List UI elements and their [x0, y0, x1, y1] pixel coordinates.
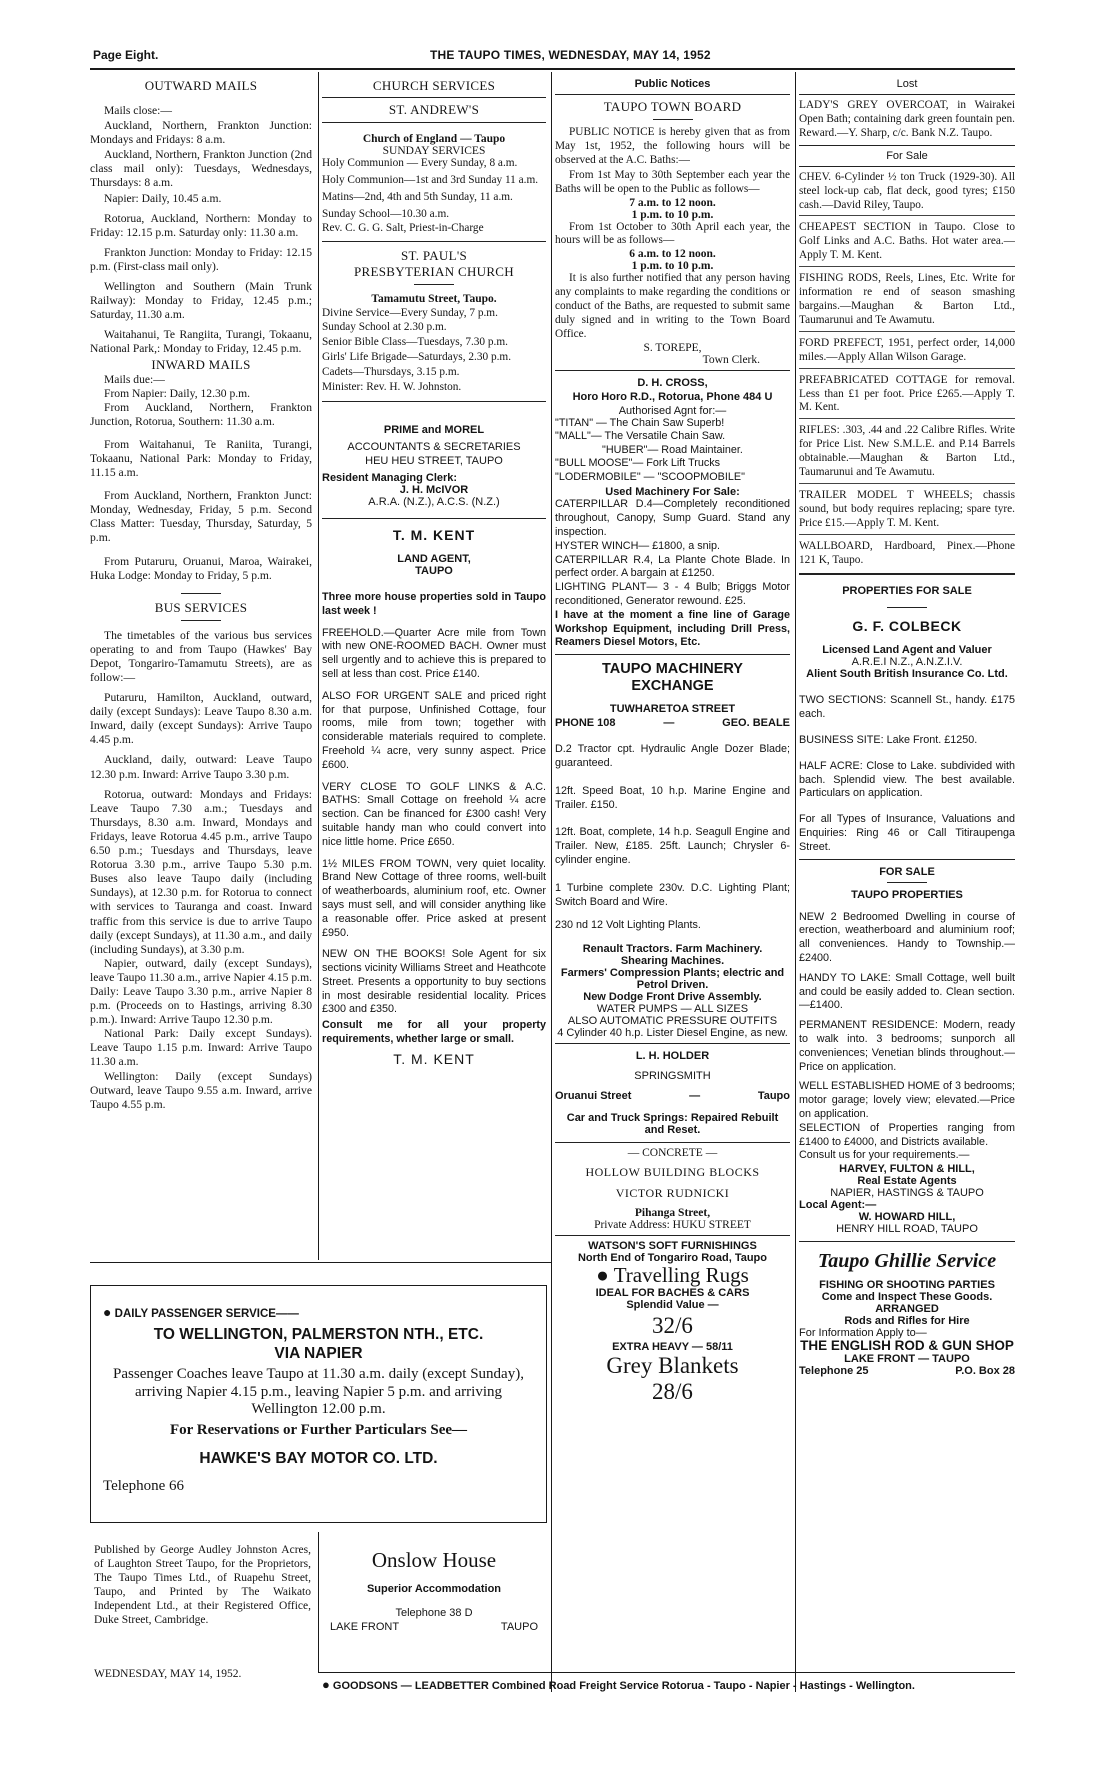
bus-line: Auckland, daily, outward: Leave Taupo 12.30 p.m. Inward: Arrive Taupo 3.30 p.m. — [90, 753, 312, 781]
kent-intro: Three more house properties sold in Taupo last week ! — [322, 590, 546, 617]
inward-mails-title: INWARD MAILS — [151, 356, 251, 372]
tme-street: TUWHARETOA STREET — [609, 703, 736, 716]
cross-agent: "HUBER"— Road Maintainer. — [602, 443, 743, 456]
goodsons-line: GOODSONS — LEADBETTER Combined Road Freight Service Rotorua - Taupo - Napier - Hastings - Wellington. — [332, 1680, 915, 1692]
board-hours: 1 p.m. to 10 p.m. — [631, 208, 714, 221]
ghillie-line: FISHING OR SHOOTING PARTIES — [819, 1279, 995, 1292]
rugs-row — [555, 1264, 790, 1287]
bus-line: National Park: Daily except Sundays). Leave Taupo 1.15 p.m. Inward: Arrive Taupo 11.30 a.m. — [90, 1027, 312, 1069]
cross-authorised: Authorised Agnt for:— — [618, 404, 727, 417]
tme-phone-row — [555, 717, 790, 729]
kent-ad: VERY CLOSE TO GOLF LINKS & A.C. BATHS: Small Cottage on freehold ¼ acre section. Can be financed for £300 cash! Very suitable handy man who could convert into nice little home. Price £650. — [322, 780, 546, 848]
column-notices — [555, 78, 790, 1692]
cross-agent: "TITAN" — The Chain Saw Superb! — [555, 416, 725, 429]
colbeck-ad: For all Types of Insurance, Valuations and Enquiries: Ring 46 or Call Titiraupenga Street. — [799, 813, 1015, 853]
holder-role: SPRINGSMITH — [634, 1070, 711, 1083]
tme-renault: Renault Tractors. Farm Machinery. Shearing Machines. — [582, 943, 763, 968]
ghillie-title: Taupo Ghillie Service — [817, 1250, 997, 1273]
published-by: Published by George Audley Johnston Acres, of Laughton Street Taupo, for the Proprietors, The Taupo Times Ltd., of Ruapehu Street, Taupo, and Printed by The Waikato Independent Ltd., at their Registered Office, Duke Street, Cambridge. — [94, 1544, 311, 1626]
footer-date: WEDNESDAY, MAY 14, 1952. — [94, 1668, 242, 1680]
cross-agent: "BULL MOOSE"— Fork Lift Trucks — [555, 457, 721, 470]
po-box: P.O. Box 28 — [955, 1365, 1015, 1378]
contact-row — [799, 1365, 1015, 1377]
board-hours: 6 a.m. to 12 noon. — [629, 248, 716, 261]
hill-address: HENRY HILL ROAD, TAUPO — [836, 1223, 978, 1236]
mail-line: Rotorua, Auckland, Northern: Monday to Friday: 12.15 p.m. Saturday only: 11.30 a.m. — [90, 211, 312, 239]
tamamutu-street: Tamamutu Street, Taupo. — [371, 292, 497, 305]
column-classifieds — [799, 78, 1015, 1692]
divider — [799, 1241, 1015, 1242]
st-pauls-title: ST. PAUL'S PRESBYTERIAN CHURCH — [354, 247, 514, 279]
harvey-ad: NEW 2 Bedroomed Dwelling in course of erection, weatherboard and aluminium roof; all conveniences. Handy to Township.—£2400. — [799, 910, 1015, 965]
classified-ad: FISHING RODS, Reels, Lines, Etc. Write for information re end of season smashing bargains.—Maughan & Barton Ltd., Taumarunui and Te Awamutu. — [799, 272, 1015, 332]
board-hours: 1 p.m. to 10 p.m. — [631, 260, 714, 273]
classified-ad: FORD PREFECT, 1951, perfect order, 14,000 miles.—Apply Allan Wilson Garage. — [799, 337, 1015, 369]
bullet-icon: ● — [322, 1677, 330, 1692]
board-text: PUBLIC NOTICE is hereby given that as from May 1st, 1952, the following hours will be observed at the A.C. Baths:— — [555, 126, 790, 166]
bus-line: Wellington: Daily (except Sundays) Outward, leave Taupo 9.55 a.m. Inward, arrive Taupo 4.55 p.m. — [90, 1069, 312, 1111]
ghillie-line: ARRANGED — [875, 1303, 939, 1316]
divider — [555, 1043, 790, 1044]
divider — [799, 94, 1015, 95]
colbeck-quals: A.R.E.I N.Z., A.N.Z.I.V. — [851, 656, 963, 669]
taupo-properties: TAUPO PROPERTIES — [851, 888, 963, 901]
board-sign: S. TOREPE, — [643, 341, 702, 354]
divider — [322, 97, 546, 98]
colbeck-ad: BUSINESS SITE: Lake Front. £1250. — [799, 734, 978, 747]
board-hours: 7 a.m. to 12 noon. — [629, 196, 716, 209]
kent-sign: T. M. KENT — [393, 1050, 475, 1067]
classified-ad: RIFLES: .303, .44 and .22 Calibre Rifles. Write for Price List. New S.M.L.E. and P.14 Barrels obtainable.—Maughan & Barton Ltd., Taumarunui and Te Awamutu. — [799, 424, 1015, 484]
pihanga-street: Pihanga Street, — [634, 1207, 711, 1220]
service-line: Sunday School—10.30 a.m. — [322, 207, 450, 220]
prime-line: HEU HEU STREET, TAUPO — [365, 454, 503, 467]
hill-name: W. HOWARD HILL, — [858, 1211, 956, 1224]
cross-agent: "MALL"— The Versatile Chain Saw. — [555, 430, 726, 443]
divider — [181, 620, 221, 621]
bullet-icon: ● — [596, 1263, 609, 1288]
cross-item: CATERPILLAR R.4, La Plante Chote Blade. In perfect order. A bargain at £1250. — [555, 553, 790, 580]
lost-label: Lost — [896, 78, 918, 90]
coaches-text: Passenger Coaches leave Taupo at 11.30 a.m. daily (except Sunday), arriving Napier 4.15 p.m., leaving Napier 5 p.m. and arriving Wellington 12.00 p.m. — [113, 1366, 524, 1417]
divider — [181, 593, 221, 594]
english-rod: THE ENGLISH ROD & GUN SHOP — [800, 1338, 1014, 1354]
via-napier: VIA NAPIER — [274, 1345, 363, 1362]
extra-heavy: EXTRA HEAVY — 58/11 — [612, 1341, 733, 1354]
private-address: Private Address: HUKU STREET — [594, 1219, 751, 1232]
divider — [555, 1235, 790, 1236]
daily-service: DAILY PASSENGER SERVICE—— — [114, 1308, 299, 1320]
service-line: Girls' Life Brigade—Saturdays, 2.30 p.m. — [322, 351, 512, 364]
lost-text: LADY'S GREY OVERCOAT, in Wairakei Open Bath; containing dark green fountain pen. Reward.—Y. Sharp, c/c. Bank N.Z. Taupo. — [799, 99, 1015, 139]
grey-blankets: Grey Blankets — [606, 1353, 739, 1379]
tme-owner: GEO. BEALE — [722, 717, 790, 730]
tme-farmers: Farmers' Compression Plants; electric and Petrol Driven. — [560, 967, 785, 992]
church-of-england: Church of England — Taupo — [362, 133, 506, 145]
tme-title: TAUPO MACHINERY EXCHANGE — [602, 661, 743, 695]
onslow-house-ad — [322, 1540, 546, 1670]
goodsons-row — [322, 1677, 915, 1692]
bus-line: Rotorua, outward: Mondays and Fridays: Leave Taupo 7.30 a.m.; Tuesdays and Thursdays, 8.30 a.m. Inward, Mondays and Fridays, leave Rotorua 4.45 p.m., arrive Taupo 6.50 p.m.; Tuesdays and Thursdays, leave Rotorua 3.30 p.m., arrive Taupo 5.30 p.m. Buses also leave Taupo daily (including Sundays), at 12.30 p.m. for Rotorua to connect with services to Tauranga and coast. Inward traffic from this service is due to arrive Taupo daily (except Sundays), at 11.30 a.m., and daily (including Sundays), at 3.30 p.m. — [90, 787, 312, 956]
ghillie-line: Come and Inspect These Goods. — [821, 1291, 993, 1304]
sunday-services: SUNDAY SERVICES — [382, 145, 486, 157]
ghillie-info: For Information Apply to— — [799, 1327, 927, 1340]
mail-line: From Napier: Daily, 12.30 p.m. — [104, 386, 251, 400]
mail-line: From Waitahanui, Te Raniita, Turangi, Tokaanu, National Park: Monday to Friday, 11.15 a.m. — [90, 437, 312, 480]
prime-morel: PRIME and MOREL — [383, 423, 485, 436]
harvey-ad: HANDY TO LAKE: Small Cottage, well built and could be easily added to. Clean section.—£1400. — [799, 971, 1015, 1012]
service-line: Matins—2nd, 4th and 5th Sunday, 11 a.m. — [322, 190, 513, 203]
travelling-rugs: Travelling Rugs — [613, 1263, 749, 1288]
tme-item: D.2 Tractor cpt. Hydraulic Angle Dozer Blade; guaranteed. — [555, 743, 790, 769]
holder-street-row — [555, 1090, 790, 1102]
resident-clerk: Resident Managing Clerk: — [322, 471, 458, 484]
tme-item: 12ft. Speed Boat, 10 h.p. Marine Engine and Trailer. £150. — [555, 784, 790, 811]
mail-line: Napier: Daily, 10.45 a.m. — [104, 191, 222, 205]
kent-ad: FREEHOLD.—Quarter Acre mile from Town with new ONE-ROOMED BACH. Owner must sell urgently and to achieve this is prepared to sell at less than cost. Price £140. — [322, 626, 546, 680]
harvey-ad: PERMANENT RESIDENCE: Modern, ready to walk into. 3 bedrooms; sunporch all conveniences; Venetian blinds throughout.—Price on application. — [799, 1019, 1015, 1073]
column-rule-2 — [551, 72, 552, 1692]
bus-line: Putaruru, Hamilton, Auckland, outward, daily (except Sundays): Leave Taupo 8.30 a.m. Inward, daily (except Sundays): Arrive Taupo 4.45 p.m. — [90, 691, 312, 747]
mail-line: Waitahanui, Te Rangiita, Turangi, Tokaanu, National Park,: Monday to Friday, 12.45 p.m. — [90, 328, 312, 356]
tme-item: 1 Turbine complete 230v. D.C. Lighting Plant; Switch Board and Wire. — [555, 881, 790, 908]
column-mails — [90, 78, 312, 1260]
header-rule — [90, 68, 1015, 70]
concrete-label: — CONCRETE — — [627, 1147, 718, 1160]
for-sale-label: For Sale — [886, 149, 928, 162]
classified-ad: CHEV. 6-Cylinder ½ ton Truck (1929-30). All steel lock-up cab, flat deck, good tyres; £150 cash.—David Riley, Taupo. — [799, 171, 1015, 217]
divider — [799, 859, 1015, 860]
divider — [887, 882, 927, 883]
classified-ad: TRAILER MODEL T WHEELS; chassis sound, but body requires replacing; spare tyre. Price £15.—Apply T. M. Kent. — [799, 489, 1015, 535]
kent-ad: 1½ MILES FROM TOWN, very quiet locality. Brand New Cottage of three rooms, well-built of weatherboards, aluminium roof, etc. Owner says must sell, and will consider anything like a reasonable offer. Price asked at present £950. — [322, 857, 546, 939]
mail-line: From Auckland, Northern, Frankton Junction, Rotorua, Southern: 11.30 a.m. — [90, 400, 312, 428]
onslow-telephone: Telephone 38 D — [395, 1607, 473, 1619]
prime-line: ACCOUNTANTS & SECRETARIES — [347, 440, 521, 453]
tme-dodge: New Dodge Front Drive Assembly. — [583, 991, 762, 1004]
bus-services-title: BUS SERVICES — [154, 599, 248, 615]
colbeck-insurance: Alient South British Insurance Co. Ltd. — [806, 668, 1008, 681]
hawkes-bay-motor: HAWKE'S BAY MOTOR CO. LTD. — [199, 1450, 438, 1467]
harvey-role: Real Estate Agents — [857, 1175, 957, 1188]
divider — [322, 122, 546, 123]
church-services-title: CHURCH SERVICES — [372, 78, 496, 93]
board-text: It is also further notified that any person having any complaints to make regarding the conditions or conduct of the Baths, are requested to submit same duly signed and in writing to the Town Board Office. — [555, 272, 790, 340]
masthead: THE TAUPO TIMES, WEDNESDAY, MAY 14, 1952 — [430, 48, 711, 62]
ghillie-line: Rods and Rifles for Hire — [844, 1315, 970, 1328]
harvey-ad: Consult us for your requirements.— — [799, 1149, 970, 1162]
harvey-name: HARVEY, FULTON & HILL, — [839, 1163, 975, 1176]
cross-name: D. H. CROSS, — [637, 376, 708, 389]
mail-line: Auckland, Northern, Frankton Junction (2nd class mail only): Tuesdays, Wednesdays, Thursdays: 8 a.m. — [90, 148, 312, 190]
divider — [799, 573, 1015, 575]
column-rule-3 — [795, 72, 796, 1692]
mail-line: Mails close:— — [104, 104, 172, 117]
hollow-blocks: HOLLOW BUILDING BLOCKS — [585, 1165, 760, 1180]
tme-item: 230 nd 12 Volt Lighting Plants. — [555, 919, 701, 932]
divider — [414, 284, 454, 285]
mail-line: Wellington and Southern (Main Trunk Railway): Monday to Friday, 12.45 p.m.; Saturday, 11.30 a.m. — [90, 280, 312, 322]
service-line: Rev. C. G. G. Salt, Priest-in-Charge — [322, 221, 484, 234]
kent-ad: NEW ON THE BOOKS! Sole Agent for six sections vicinity Williams Street and Heathcote Street. Presents a opportunity to buy sections in most desirable residential locality. Prices £300 and £350. — [322, 948, 546, 1016]
board-role: Town Clerk. — [702, 353, 760, 366]
divider — [555, 370, 790, 371]
bus-line: The timetables of the various bus services operating to and from Taupo (Hawkes' Bay Depot, Tongariro-Tamamutu Streets), are as follow:— — [90, 628, 312, 684]
onslow-lake-front: LAKE FRONT — [330, 1621, 400, 1633]
daily-service-row — [103, 1304, 299, 1320]
tme-also: ALSO AUTOMATIC PRESSURE OUTFITS — [567, 1015, 778, 1028]
classified-ad: PREFABRICATED COTTAGE for removal. Less than £1 per foot. Price £265.—Apply T. M. Kent. — [799, 374, 1015, 420]
reservations: For Reservations or Further Particulars See— — [169, 1422, 468, 1438]
divider — [799, 166, 1015, 167]
watson-address: North End of Tongariro Road, Taupo — [577, 1252, 767, 1265]
for-sale-title: FOR SALE — [879, 865, 935, 878]
tme-item: 12ft. Boat, complete, 14 h.p. Seagull Engine and Trailer. New, £185. 25ft. Launch; Chrysler 6-cylinder engine. — [555, 826, 790, 866]
mail-line: From Auckland, Northern, Frankton Junct: Monday, Wednesday, Friday, 5 p.m. Second Class Matter: Tuesday, Thursday, Saturday, 5 p.m. — [90, 489, 312, 545]
hawkes-bay-ad — [90, 1285, 547, 1523]
holder-street: Oruanui Street — [555, 1090, 632, 1103]
divider — [653, 119, 693, 120]
outward-mails-title: OUTWARD MAILS — [144, 78, 258, 93]
splendid-text: Splendid Value — — [626, 1299, 719, 1312]
telephone: Telephone 25 — [799, 1365, 869, 1378]
colbeck-ad: HALF ACRE: Close to Lake. subdivided with bach. Splendid view. The best available. Particulars on application. — [799, 759, 1015, 800]
onslow-subtitle: Superior Accommodation — [366, 1583, 502, 1595]
column-church — [322, 78, 546, 1260]
onslow-title: Onslow House — [371, 1548, 497, 1572]
kent-role: LAND AGENT, TAUPO — [397, 552, 471, 577]
service-line: Minister: Rev. H. W. Johnston. — [322, 381, 462, 394]
holder-dash: — — [689, 1090, 701, 1103]
bullet-icon: ● — [103, 1304, 112, 1320]
service-line: Cadets—Thursdays, 3.15 p.m. — [322, 366, 460, 379]
lake-front: LAKE FRONT — TAUPO — [844, 1353, 970, 1366]
to-wellington: TO WELLINGTON, PALMERSTON NTH., ETC. — [153, 1326, 484, 1343]
kent-consult: Consult me for all your property requirements, whether large or small. — [322, 1019, 546, 1046]
service-line: Senior Bible Class—Tuesdays, 7.30 p.m. — [322, 336, 508, 349]
rug-price: 32/6 — [652, 1313, 693, 1339]
goodsons-rule — [318, 1672, 1015, 1673]
service-line: Sunday School at 2.30 p.m. — [322, 321, 447, 334]
bottom-rule — [90, 1262, 551, 1263]
town-board-title: TAUPO TOWN BOARD — [603, 99, 742, 114]
cross-bold: I have at the moment a fine line of Garage Workshop Equipment, including Drill Press, Reamers Diesel Motors, Etc. — [555, 608, 790, 649]
cross-address: Horo Horo R.D., Rotorua, Phone 484 U — [572, 390, 773, 403]
cross-item: CATERPILLAR D.4—Completely reconditioned throughout, Canopy, Sump Guard. Stand any inspection. — [555, 498, 790, 538]
public-notices-label: Public Notices — [634, 78, 711, 90]
mail-line: Auckland, Northern, Frankton Junction: Mondays and Fridays: 8 a.m. — [90, 119, 312, 147]
onslow-left-rule — [318, 1532, 319, 1672]
mcivor-quals: A.R.A. (N.Z.), A.C.S. (N.Z.) — [368, 495, 500, 508]
kent-name: T. M. KENT — [392, 526, 476, 543]
onslow-taupo: TAUPO — [500, 1621, 538, 1633]
blanket-price: 28/6 — [652, 1379, 693, 1405]
local-agent: Local Agent:— — [799, 1199, 877, 1212]
victor-rudnicki: VICTOR RUDNICKI — [615, 1186, 730, 1201]
divider — [322, 401, 546, 402]
column-rule-1 — [318, 72, 319, 1260]
cross-agent: "LODERMOBILE" — "SCOOPMOBILE" — [555, 470, 745, 483]
classified-ad: CHEAPEST SECTION in Taupo. Close to Golf Links and A.C. Baths. Hot water area.—Apply T. M. Kent. — [799, 221, 1015, 267]
mail-line: Frankton Junction: Monday to Friday: 12.15 p.m. (First-class mail only). — [90, 245, 312, 273]
divider — [555, 654, 790, 655]
board-text: From 1st May to 30th September each year the Baths will be open to the Public as follows— — [555, 168, 790, 195]
harvey-ad: WELL ESTABLISHED HOME of 3 bedrooms; motor garage; lovely view; elevated.—Price on application. — [799, 1080, 1015, 1120]
divider — [322, 518, 546, 519]
board-text: From 1st October to 30th April each year, the hours will be as follows— — [555, 220, 790, 247]
mail-line: From Putaruru, Oruanui, Maroa, Wairakei, Huka Lodge: Monday to Friday, 5 p.m. — [90, 554, 312, 582]
divider — [799, 145, 1015, 146]
mail-line: Mails due:— — [104, 372, 165, 386]
holder-name: L. H. HOLDER — [635, 1050, 710, 1063]
watson-title: WATSON'S SOFT FURNISHINGS — [588, 1240, 757, 1253]
colbeck-ad: TWO SECTIONS: Scannell St., handy. £175 each. — [799, 694, 1015, 721]
page-label: Page Eight. — [93, 48, 159, 62]
harvey-ad: SELECTION of Properties ranging from £1400 to £4000, and Districts available. — [799, 1121, 1015, 1148]
service-line: Divine Service—Every Sunday, 7 p.m. — [322, 306, 498, 319]
onslow-lake-row — [322, 1621, 546, 1633]
tme-engine: 4 Cylinder 40 h.p. Lister Diesel Engine, as new. — [557, 1027, 788, 1040]
page-header — [90, 42, 1012, 68]
divider — [322, 241, 546, 242]
divider — [555, 94, 790, 95]
service-line: Holy Communion—1st and 3rd Sunday 11 a.m. — [322, 173, 539, 186]
cross-used: Used Machinery For Sale: — [605, 486, 740, 499]
service-line: Holy Communion — Every Sunday, 8 a.m. — [322, 157, 518, 169]
ideal-text: IDEAL FOR BACHES & CARS — [595, 1287, 750, 1300]
classified-ad: WALLBOARD, Hardboard, Pinex.—Phone 121 K, Taupo. — [799, 539, 1015, 566]
colbeck-name: G. F. COLBECK — [852, 618, 962, 635]
mcivor-name: J. H. McIVOR — [399, 483, 469, 496]
divider — [555, 1142, 790, 1143]
colbeck-role: Licensed Land Agent and Valuer — [822, 644, 992, 657]
tme-dash: — — [663, 717, 675, 730]
bus-line: Napier, outward, daily (except Sundays), leave Taupo 11.30 a.m., arrive Napier 4.15 p.m. Daily: Leave Taupo 3.30 p.m., arrive Napier 8 p.m. (Proceeds on to Hastings, arriving 8.30 p.m.). Inward: Arrive Taupo 12.30 p.m. — [90, 956, 312, 1027]
tme-pumps: WATER PUMPS — ALL SIZES — [596, 1003, 749, 1016]
properties-label: PROPERTIES FOR SALE — [842, 585, 972, 598]
tme-phone: PHONE 108 — [555, 717, 616, 730]
telephone-66: Telephone 66 — [103, 1478, 185, 1494]
holder-town: Taupo — [757, 1090, 790, 1103]
cross-item: LIGHTING PLANT— 3 - 4 Bulb; Briggs Motor reconditioned, Generator rewound. £25. — [555, 581, 790, 607]
harvey-towns: NAPIER, HASTINGS & TAUPO — [830, 1187, 984, 1200]
divider — [887, 607, 927, 608]
holder-line: Car and Truck Springs: Repaired Rebuilt and Reset. — [566, 1112, 779, 1137]
kent-ad: ALSO FOR URGENT SALE and priced right for that purpose, Unfinished Cottage, four rooms, mile from town; together with considerable materials required to complete. Freehold ¼ acre, very sunny aspect. Price £600. — [322, 689, 546, 771]
st-andrews-title: ST. ANDREW'S — [388, 102, 480, 117]
cross-item: HYSTER WINCH— £1800, a snip. — [555, 539, 721, 552]
